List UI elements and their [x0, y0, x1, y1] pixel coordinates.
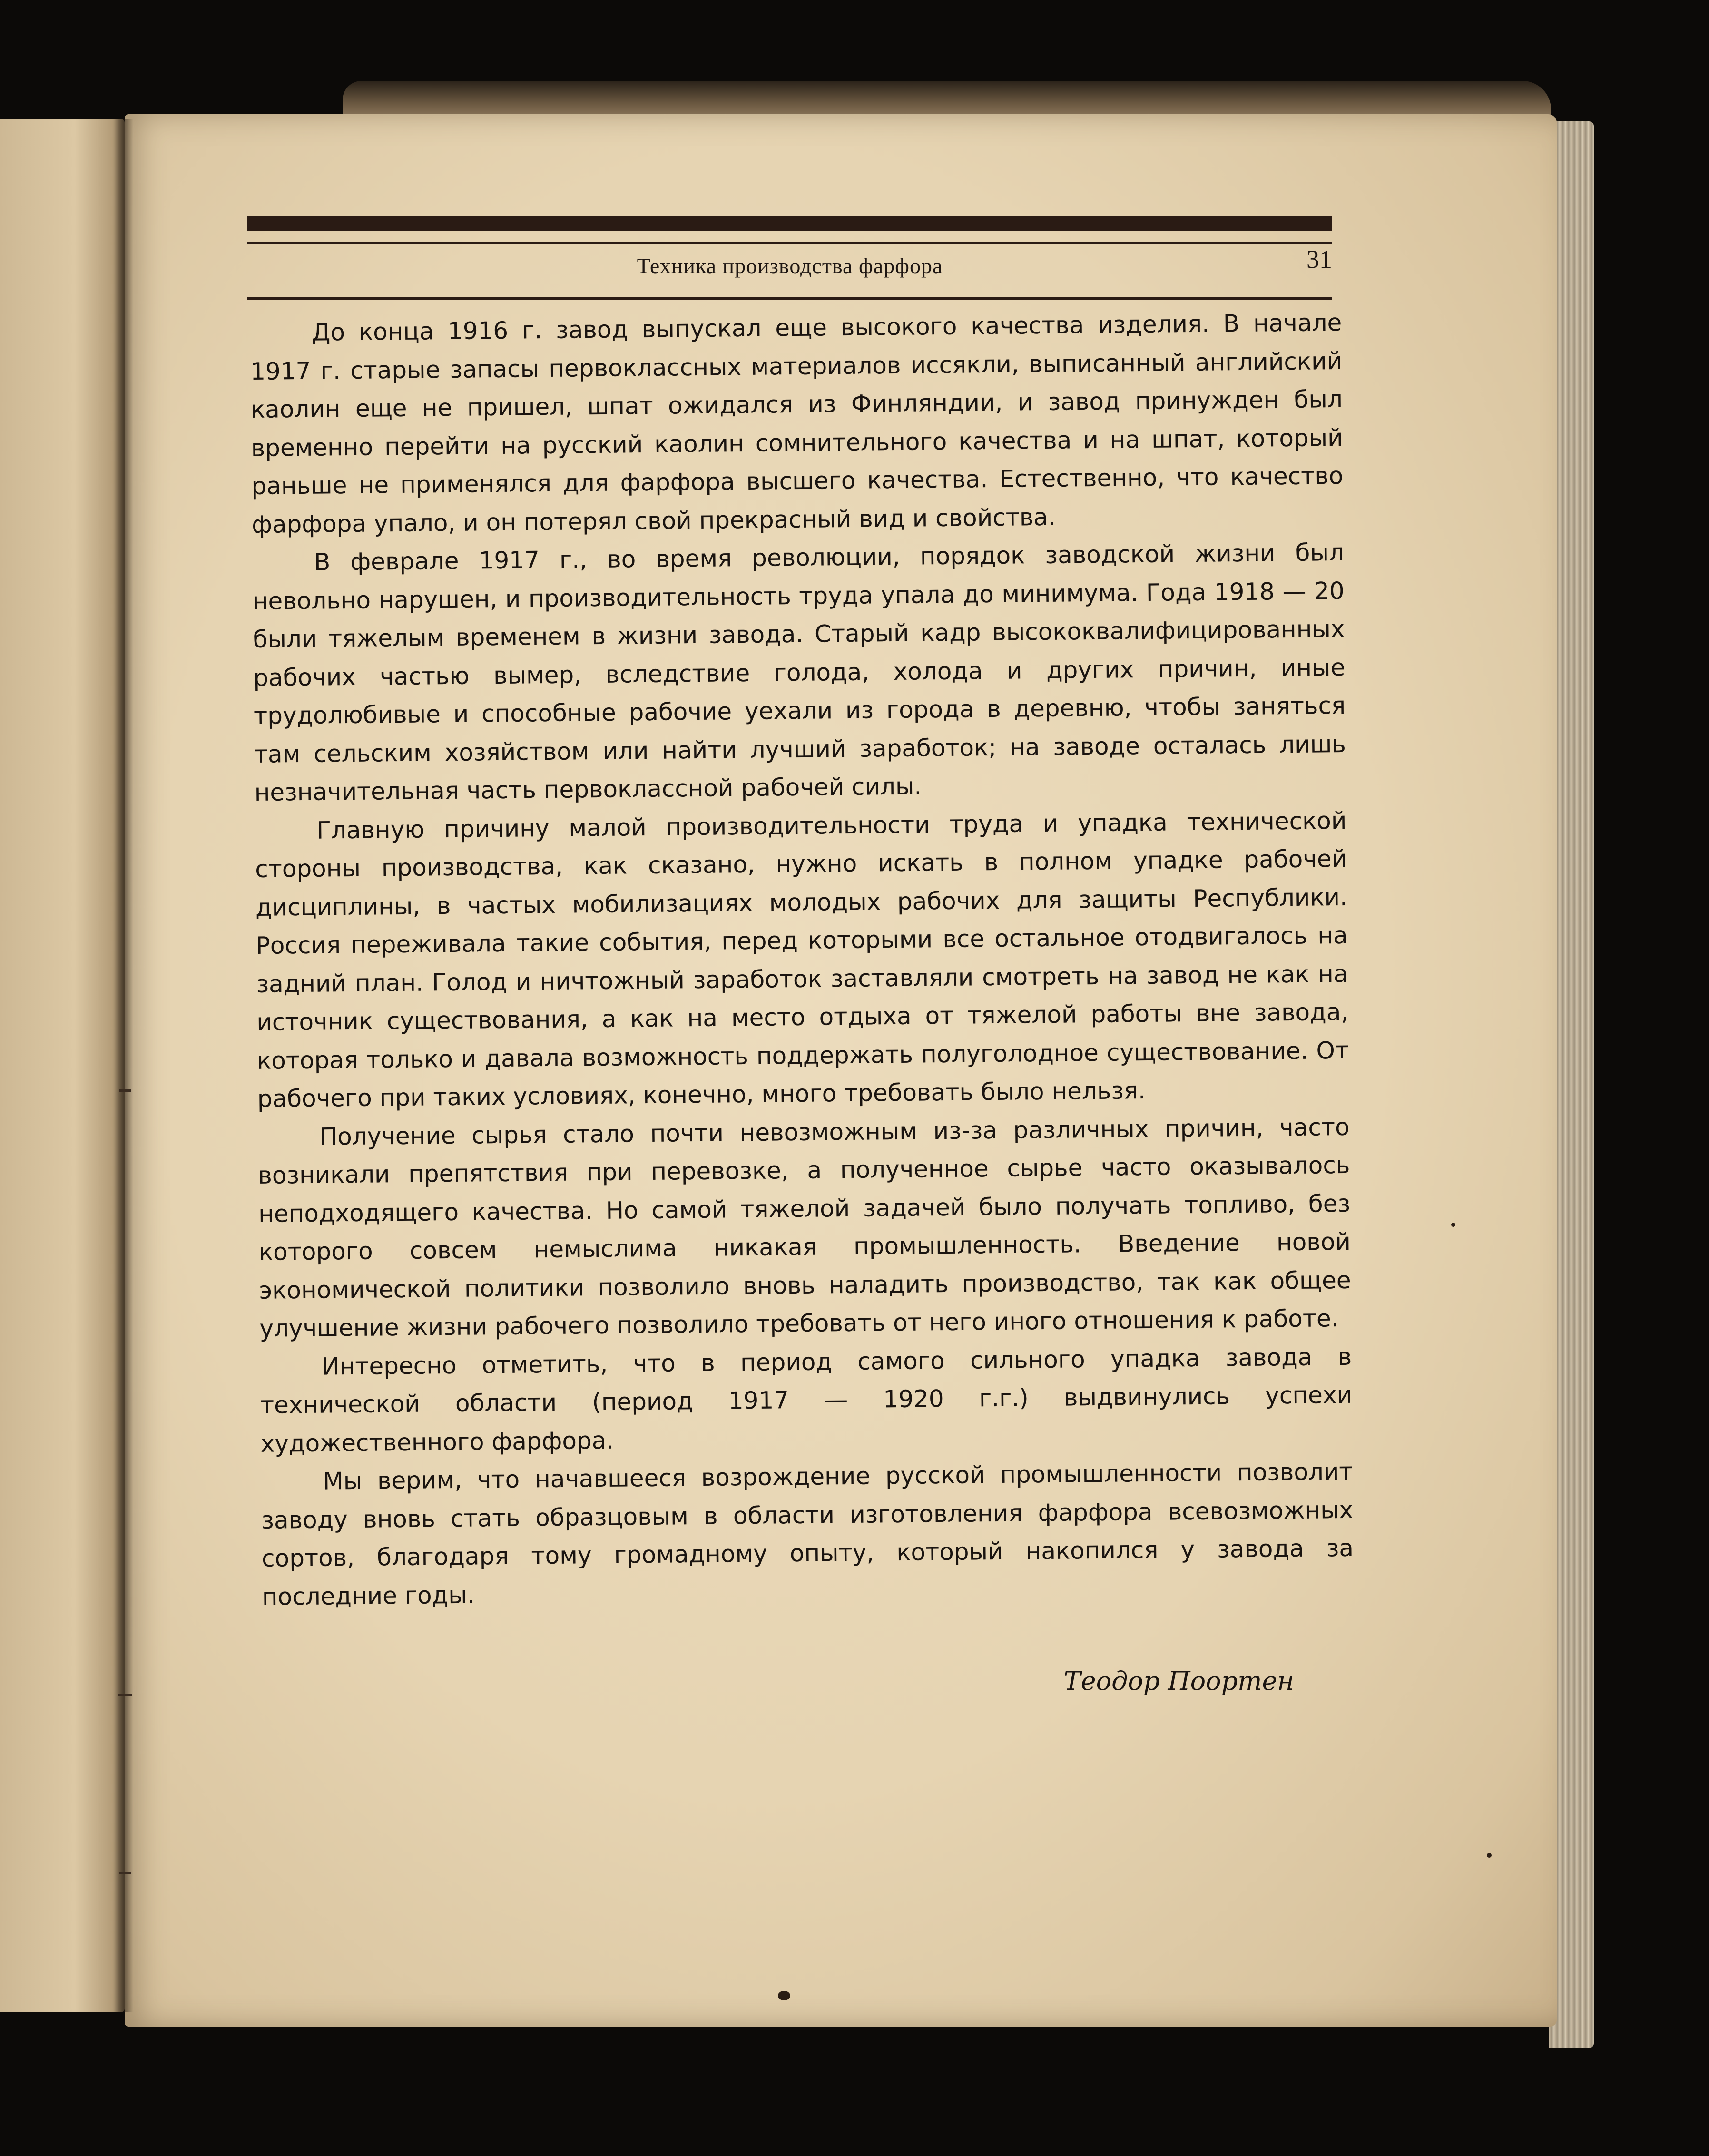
paragraph: Главную причину малой производительности труда и упадка технической стороны производства, как сказано, нужно искать в полном упадке рабочей дисциплины, в частых мобилизациях молодых рабочих для защиты Республики. Россия переживала такие события, перед которыми все остальное отодвигалось на задний план. Голод и ничтожный заработок заставляли смотреть на завод не как на источник существования, а как на место отдыха от тяжелой работы вне завода, которая только и давала возможность поддержать полуголодное существование. От рабочего при таких условиях, конечно, много требовать было нельзя.: [255, 806, 1349, 1113]
ink-speck: [778, 1991, 790, 2000]
header-thin-rule: [247, 242, 1332, 244]
paragraph: Получение сырья стало почти невозможным из-за различных причин, часто возникали препятствия при перевозке, а полученное сырье часто оказывалось неподходящего качества. Но самой тяжелой задачей было получать топливо, без которого совсем немыслима никакая промышленность. Введение новой экономической политики позволило вновь наладить производство, так как общее улучшение жизни рабочего позволило требовать от него иного отношения к работе.: [258, 1113, 1351, 1343]
header-bottom-rule: [247, 297, 1332, 300]
paragraph: Интересно отметить, что в период самого сильного упадка завода в технической области (период 1917 — 1920 г.г.) выдвинулись успехи художественного фарфора.: [260, 1343, 1353, 1458]
binding-mark: [119, 1872, 131, 1874]
paragraph: Мы верим, что начавшееся возрождение русской промышленности позволит заводу вновь стать образцовым в области изготовления фарфора всевозможных сортов, благодаря тому громадному опыту, который накопился у завода за последние годы.: [261, 1457, 1354, 1611]
header-thick-rule: [247, 216, 1332, 231]
author-signature: Теодор Поортен: [1063, 1666, 1294, 1696]
article-body: [250, 304, 1354, 1616]
previous-page-edge: [0, 119, 125, 2012]
paragraph: До конца 1916 г. завод выпускал еще высокого качества изделия. В начале 1917 г. старые запасы первоклассных материалов иссякли, выписанный английский каолин еще не пришел, шпат ожидался из Финляндии, и завод принужден был временно перейти на русский каолин сомнительного качества и на шпат, который раньше не применялся для фарфора высшего качества. Естественно, что качество фарфора упало, и он потерял свой прекрасный вид и свойства.: [250, 308, 1344, 539]
paragraph: В феврале 1917 г., во время революции, порядок заводской жизни был невольно нарушен, и производительность труда упала до минимума. Года 1918 — 20 были тяжелым временем в жизни завода. Старый кадр высококвалифицированных рабочих частью вымер, вследствие голода, холода и других причин, иные трудолюбивые и способные рабочие уехали из города в деревню, чтобы заняться там сельским хозяйством или найти лучший заработок; на заводе осталась лишь незначительная часть первоклассной рабочей силы.: [252, 538, 1346, 806]
binding-mark: [118, 1694, 132, 1696]
binding-mark: [119, 1089, 131, 1092]
gutter-shadow: [114, 119, 133, 2012]
running-title: Техника производства фарфора: [637, 254, 943, 278]
page-number: 31: [1306, 245, 1332, 274]
ink-speck: [1451, 1223, 1455, 1227]
ink-speck: [1487, 1853, 1492, 1858]
